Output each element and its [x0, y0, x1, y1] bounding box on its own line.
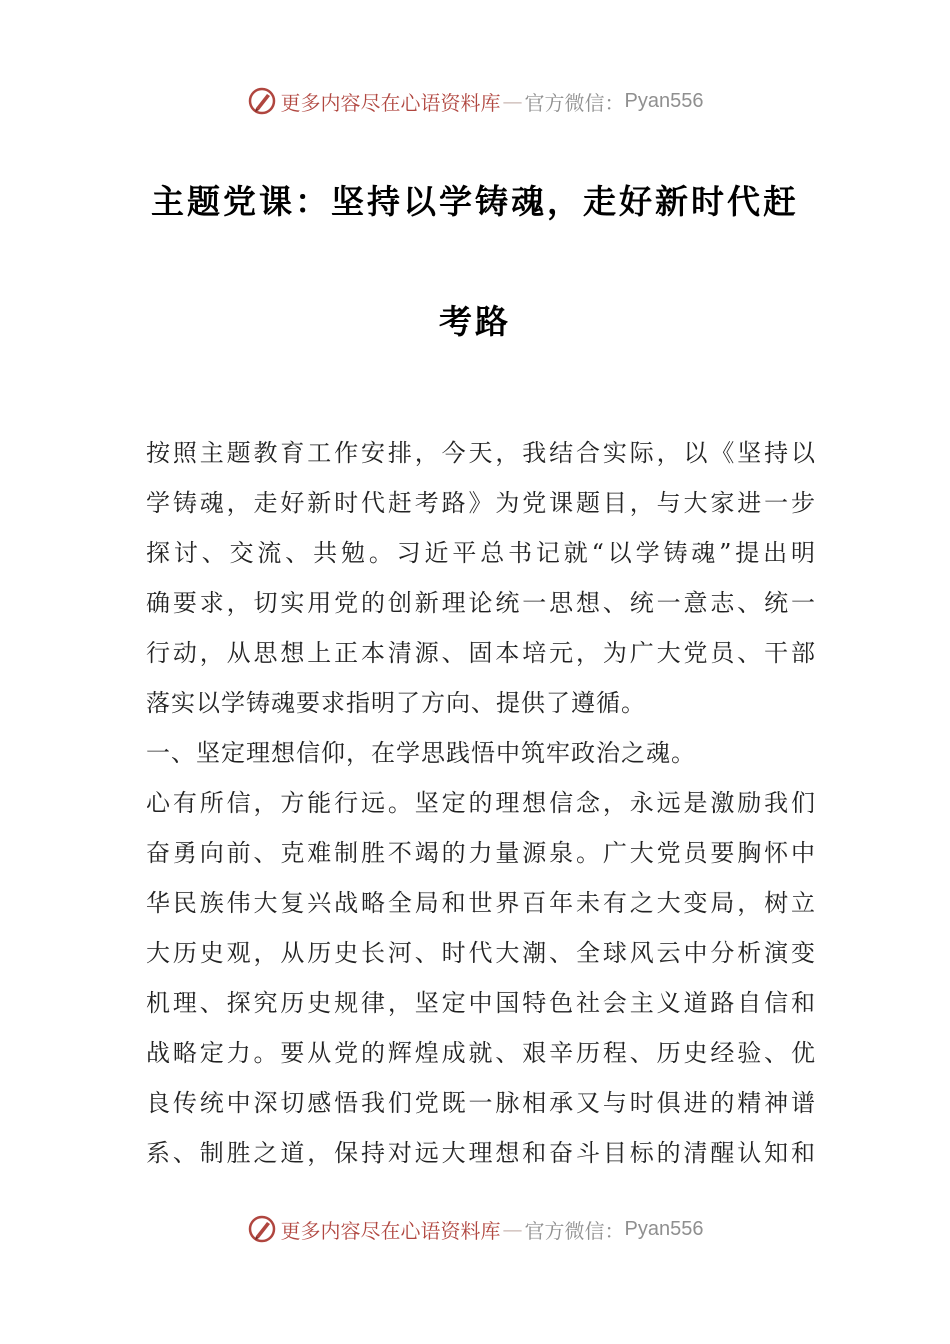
document-title-line-2: 考路	[439, 302, 511, 341]
watermark-wechat-label: 官方微信：	[524, 90, 625, 115]
body-line: 学铸魂，走好新时代赶考路》为党课题目，与大家进一步	[146, 489, 816, 517]
body-line: 探讨、交流、共勉。习近平总书记就“以学铸魂”提出明	[146, 539, 816, 567]
body-line: 大历史观，从历史长河、时代大潮、全球风云中分析演变	[146, 939, 816, 967]
body-line: 战略定力。要从党的辉煌成就、艰辛历程、历史经验、优	[146, 1039, 816, 1067]
body-line: 华民族伟大复兴战略全局和世界百年未有之大变局，树立	[146, 889, 816, 917]
body-line: 系、制胜之道，保持对远大理想和奋斗目标的清醒认知和	[146, 1139, 816, 1167]
watermark-site-text: 更多内容尽在心语资料库	[280, 90, 501, 115]
body-line: 心有所信，方能行远。坚定的理想信念，永远是激励我们	[146, 789, 816, 817]
body-line: 行动，从思想上正本清源、固本培元，为广大党员、干部	[146, 639, 816, 667]
body-line: 落实以学铸魂要求指明了方向、提供了遵循。	[146, 689, 646, 717]
watermark-wechat-id: Pyan556	[624, 1217, 704, 1240]
watermark-separator: —	[502, 89, 523, 113]
document-title-line-1: 主题党课：坚持以学铸魂，走好新时代赶	[151, 182, 799, 221]
body-line: 按照主题教育工作安排，今天，我结合实际，以《坚持以	[146, 439, 816, 467]
section-heading: 一、坚定理想信仰，在学思践悟中筑牢政治之魂。	[146, 739, 696, 767]
pen-circle-icon	[247, 1214, 277, 1244]
footer-watermark	[0, 1212, 950, 1246]
body-line: 机理、探究历史规律，坚定中国特色社会主义道路自信和	[146, 989, 816, 1017]
watermark-wechat-id: Pyan556	[624, 89, 704, 112]
watermark-site-text: 更多内容尽在心语资料库	[280, 1218, 501, 1243]
body-line: 良传统中深切感悟我们党既一脉相承又与时俱进的精神谱	[146, 1089, 816, 1117]
header-watermark	[0, 84, 950, 118]
pen-circle-icon	[247, 86, 277, 116]
watermark-wechat-label: 官方微信：	[524, 1218, 625, 1243]
watermark-separator: —	[502, 1217, 523, 1241]
body-line: 奋勇向前、克难制胜不竭的力量源泉。广大党员要胸怀中	[146, 839, 816, 867]
document-body	[146, 428, 816, 1178]
body-line: 确要求，切实用党的创新理论统一思想、统一意志、统一	[146, 589, 816, 617]
